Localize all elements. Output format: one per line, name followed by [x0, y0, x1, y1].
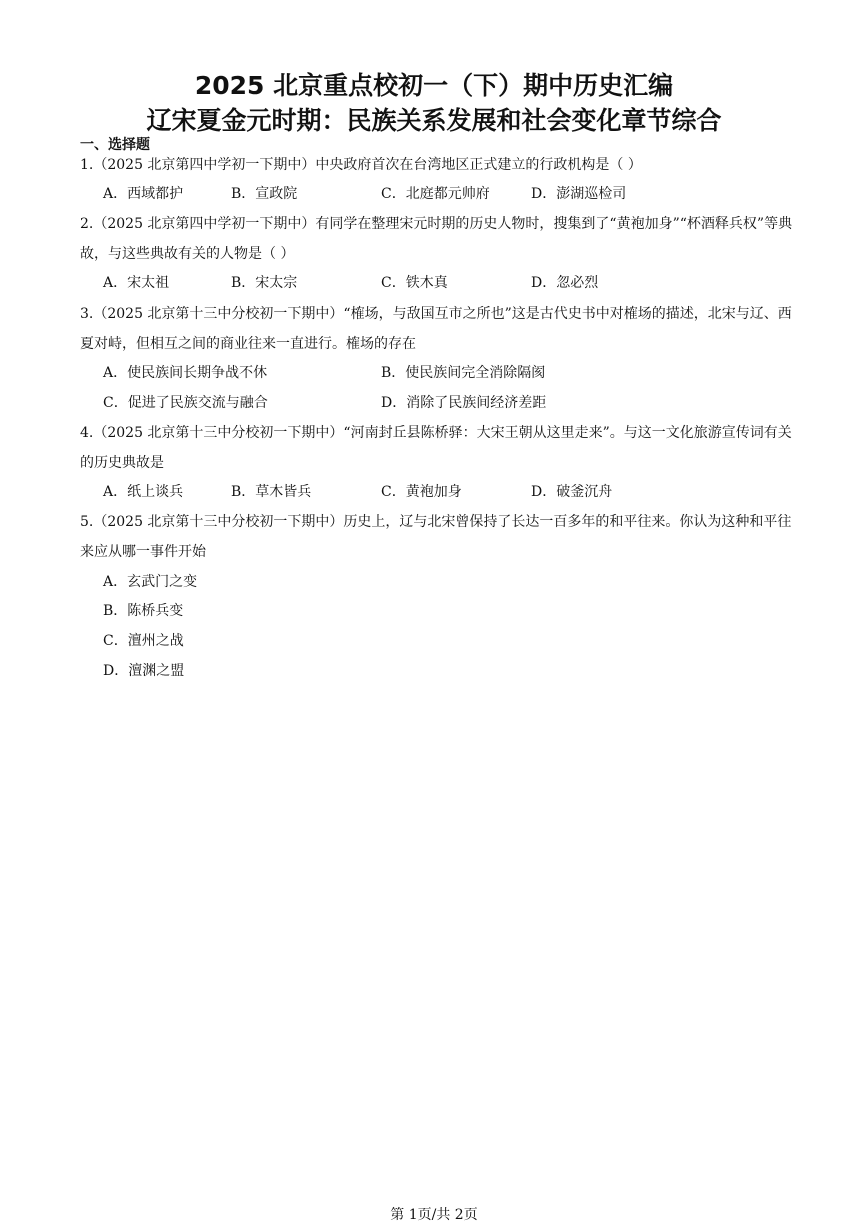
question-4-option-d: D．破釜沉舟: [531, 484, 613, 500]
question-1-option-c: C．北庭都元帅府: [381, 186, 490, 202]
question-3-option-c: C．促进了民族交流与融合: [103, 395, 268, 411]
question-3-option-d: D．消除了民族间经济差距: [381, 395, 547, 411]
section-heading: 一、选择题: [80, 137, 150, 153]
question-1-option-a: A．西域都护: [103, 186, 184, 202]
page-number: 第 1页/共 2页: [390, 1207, 478, 1223]
question-2-option-b: B．宋太宗: [231, 275, 298, 291]
question-4-options: [103, 477, 803, 507]
question-1-stem: 1.（2025 北京第四中学初一下期中）中央政府首次在台湾地区正式建立的行政机构是（ ）: [80, 157, 642, 173]
question-1-option-d: D．澎湖巡检司: [531, 186, 627, 202]
question-2-options: [103, 268, 803, 298]
question-4-stem: 4.（2025 北京第十三中分校初一下期中）“河南封丘县陈桥驿：大宋王朝从这里走来”。与这一文化旅游宣传词有关的历史典故是: [80, 425, 792, 471]
question-2-option-d: D．忽必烈: [531, 275, 599, 291]
question-2-option-c: C．铁木真: [381, 275, 448, 291]
question-2-stem: 2.（2025 北京第四中学初一下期中）有同学在整理宋元时期的历史人物时，搜集到了“黄袍加身”“杯酒释兵权”等典故，与这些典故有关的人物是（ ）: [80, 216, 793, 262]
document-subtitle: 辽宋夏金元时期：民族关系发展和社会变化章节综合: [146, 106, 722, 135]
question-5-stem: 5.（2025 北京第十三中分校初一下期中）历史上，辽与北宋曾保持了长达一百多年的和平往来。你认为这种和平往来应从哪一事件开始: [80, 514, 792, 560]
document-title: 2025 北京重点校初一（下）期中历史汇编: [194, 71, 674, 100]
question-4-option-a: A．纸上谈兵: [103, 484, 184, 500]
question-3-options-row-2: [103, 388, 803, 418]
question-5-option-b: B．陈桥兵变: [103, 603, 184, 619]
question-4-option-c: C．黄袍加身: [381, 484, 462, 500]
question-1-options: [103, 179, 803, 209]
question-4-option-b: B．草木皆兵: [231, 484, 312, 500]
question-3-option-a: A．使民族间长期争战不休: [103, 365, 268, 381]
question-3-option-b: B．使民族间完全消除隔阂: [381, 365, 546, 381]
question-5-option-c: C．澶州之战: [103, 633, 184, 649]
question-5-option-d: D．澶渊之盟: [103, 663, 185, 679]
question-2-option-a: A．宋太祖: [103, 275, 170, 291]
question-3-stem: 3.（2025 北京第十三中分校初一下期中）“榷场，与敌国互市之所也”这是古代史书中对榷场的描述，北宋与辽、西夏对峙，但相互之间的商业往来一直进行。榷场的存在: [80, 306, 792, 352]
question-3-options-row-1: [103, 358, 803, 388]
question-1-option-b: B．宣政院: [231, 186, 298, 202]
question-5-option-a: A．玄武门之变: [103, 574, 198, 590]
